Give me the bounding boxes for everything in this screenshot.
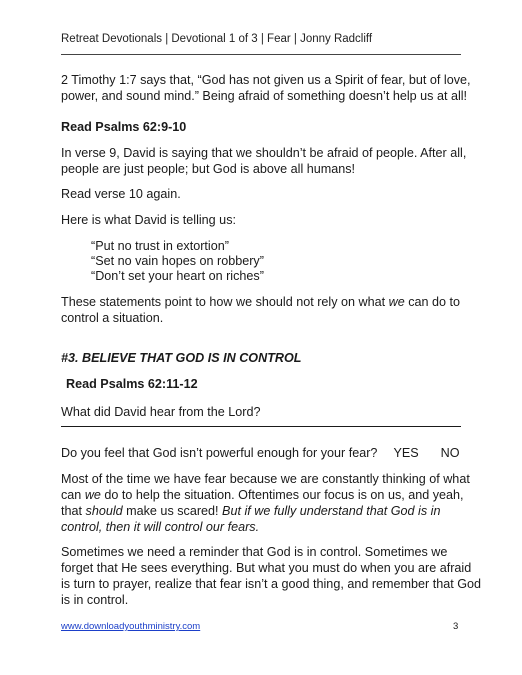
no-option: NO: [440, 446, 460, 460]
header-divider: [61, 54, 461, 55]
statements-line-2: control a situation.: [61, 311, 164, 325]
intro-line-1: 2 Timothy 1:7 says that, “God has not given us a Spirit of fear, but of love,: [61, 73, 471, 87]
yes-option: YES: [393, 446, 419, 460]
quote-line: “Put no trust in extortion”: [91, 239, 229, 253]
most-line-3: that should make us scared! But if we fully understand that God is in: [61, 504, 441, 518]
sometimes-line-3: is turn to prayer, realize that fear isn’t a good thing, and remember that God: [61, 577, 482, 591]
section-3-heading: #3. BELIEVE THAT GOD IS IN CONTROL: [61, 351, 302, 365]
question-david-hear: What did David hear from the Lord?: [61, 405, 261, 419]
sometimes-line-2: forget that He sees everything. But what you must do when you are afraid: [61, 561, 472, 575]
page-header: Retreat Devotionals | Devotional 1 of 3 | Fear | Jonny Radcliff: [61, 33, 373, 45]
most-line-1: Most of the time we have fear because we are constantly thinking of what: [61, 472, 470, 486]
quote-line: “Don’t set your heart on riches”: [91, 269, 264, 283]
read-verse-10: Read verse 10 again.: [61, 187, 181, 201]
page-number: 3: [453, 621, 459, 632]
question-powerful-enough: Do you feel that God isn’t powerful enough for your fear? YES NO: [61, 446, 460, 460]
read-psalms-62-9-10-heading: Read Psalms 62:9-10: [61, 120, 187, 134]
most-line-4: control, then it will control our fears.: [61, 520, 260, 534]
read-psalms-62-11-12-heading: Read Psalms 62:11-12: [66, 377, 198, 391]
david-telling-intro: Here is what David is telling us:: [61, 213, 236, 227]
intro-line-2: power, and sound mind.” Being afraid of something doesn’t help us at all!: [61, 89, 468, 103]
verse9-line-2: people are just people; but God is above all humans!: [61, 162, 356, 176]
statements-line-1: These statements point to how we should not rely on what we can do to: [61, 295, 461, 309]
verse9-line-1: In verse 9, David is saying that we shouldn’t be afraid of people. After all,: [61, 146, 467, 160]
footer-website-link[interactable]: www.downloadyouthministry.com: [61, 621, 201, 632]
answer-blank-line: [61, 426, 461, 427]
quote-line: “Set no vain hopes on robbery”: [91, 254, 264, 268]
sometimes-line-4: is in control.: [61, 593, 129, 607]
sometimes-line-1: Sometimes we need a reminder that God is in control. Sometimes we: [61, 545, 448, 559]
most-line-2: can we do to help the situation. Oftentimes our focus is on us, and yeah,: [61, 488, 464, 502]
